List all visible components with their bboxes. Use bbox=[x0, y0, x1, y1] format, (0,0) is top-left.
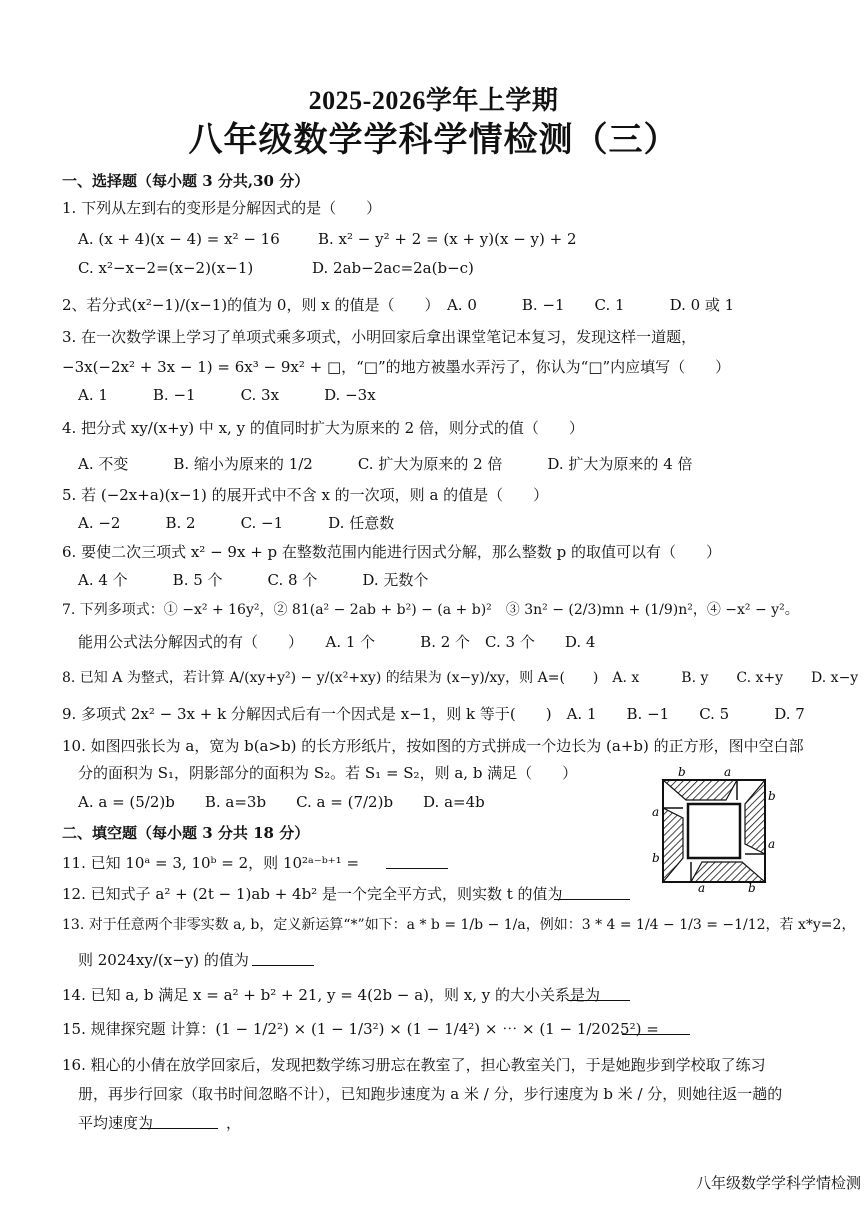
q10-figure bbox=[648, 766, 778, 892]
q16-line2: 册，再步行回家（取书时间忽略不计），已知跑步速度为 a 米 / 分，步行速度为 b 米 / 分，则她往返一趟的 bbox=[78, 1085, 783, 1103]
fig-label-right-a: a bbox=[768, 837, 776, 851]
fig-label-bottom-b: b bbox=[748, 881, 756, 892]
q12-line: 12. 已知式子 a² + (2t − 1)ab + 4b² 是一个完全平方式，则实数 t 的值为 bbox=[62, 885, 563, 903]
q16-line1: 16. 粗心的小倩在放学回家后，发现把数学练习册忘在教室了，担心教室关门，于是她跑步到学校取了练习 bbox=[62, 1056, 766, 1074]
fig-label-left-b: b bbox=[652, 851, 660, 865]
q15-answer-blank bbox=[622, 1020, 690, 1035]
section-2-heading: 二、填空题（每小题 3 分共 18 分） bbox=[62, 824, 310, 842]
q8-line: 8. 已知 A 为整式，若计算 A/(xy+y²) − y/(x²+xy) 的结果为 (x−y)/xy，则 A=( ) A. x B. y C. x+y D. x−y bbox=[62, 670, 859, 686]
q11-answer-blank bbox=[386, 854, 448, 869]
q2-line: 2、若分式(x²−1)/(x−1)的值为 0，则 x 的值是（ ） A. 0 B. −1 C. 1 D. 0 或 1 bbox=[62, 296, 735, 314]
q13-line1: 13. 对于任意两个非零实数 a, b，定义新运算“*”如下：a * b = 1/b − 1/a，例如：3 * 4 = 1/4 − 1/3 = −1/12，若 x*y=2， bbox=[62, 917, 856, 933]
q16-line3: 平均速度为 bbox=[78, 1114, 154, 1132]
q16-line3-end: ， bbox=[226, 1114, 242, 1132]
q9-line: 9. 多项式 2x² − 3x + k 分解因式后有一个因式是 x−1，则 k 等于( ) A. 1 B. −1 C. 5 D. 7 bbox=[62, 705, 805, 723]
q10-line1: 10. 如图四张长为 a，宽为 b(a>b) 的长方形纸片，按如图的方式拼成一个边长为 (a+b) 的正方形，图中空白部 bbox=[62, 737, 804, 755]
q5-options: A. −2 B. 2 C. −1 D. 任意数 bbox=[78, 514, 395, 532]
q7-line1: 7. 下列多项式：① −x² + 16y²，② 81(a² − 2ab + b²) − (a + b)² ③ 3n² − (2/3)mn + (1/9)n²，④ −x² − y²。 bbox=[62, 602, 799, 618]
fig-label-top-a: a bbox=[724, 766, 732, 779]
q12-answer-blank bbox=[554, 885, 630, 900]
section-1-heading: 一、选择题（每小题 3 分共,30 分） bbox=[62, 172, 310, 190]
footer-label: 八年级数学学科学情检测 bbox=[695, 1174, 861, 1192]
title-year: 2025-2026学年上学期 bbox=[308, 86, 559, 115]
q15-line: 15. 规律探究题 计算：(1 − 1/2²) × (1 − 1/3²) × (1 − 1/4²) × ⋯ × (1 − 1/2025²) = bbox=[62, 1020, 659, 1038]
q1-option-a: A. (x + 4)(x − 4) = x² − 16 bbox=[78, 230, 280, 248]
q1-option-b: B. x² − y² + 2 = (x + y)(x − y) + 2 bbox=[318, 230, 577, 248]
q1-option-d: D. 2ab−2ac=2a(b−c) bbox=[312, 259, 474, 277]
q11-line: 11. 已知 10ᵃ = 3, 10ᵇ = 2，则 10²ᵃ⁻ᵇ⁺¹ = bbox=[62, 854, 360, 872]
q6-options: A. 4 个 B. 5 个 C. 8 个 D. 无数个 bbox=[78, 571, 429, 589]
fig-label-bottom-a: a bbox=[698, 881, 706, 892]
q4-stem: 4. 把分式 xy/(x+y) 中 x, y 的值同时扩大为原来的 2 倍，则分式的值（ ） bbox=[62, 419, 584, 437]
q6-stem: 6. 要使二次三项式 x² − 9x + p 在整数范围内能进行因式分解，那么整数 p 的取值可以有（ ） bbox=[62, 543, 722, 561]
title-main: 八年级数学学科学情检测（三） bbox=[188, 120, 679, 160]
fig-label-left-a: a bbox=[652, 805, 660, 819]
q13-line2: 则 2024xy/(x−y) 的值为 bbox=[78, 951, 249, 969]
q10-line2: 分的面积为 S₁，阴影部分的面积为 S₂。若 S₁ = S₂，则 a, b 满足（ ） bbox=[78, 764, 578, 782]
q14-line: 14. 已知 a, b 满足 x = a² + b² + 21, y = 4(2b − a)，则 x, y 的大小关系是为 bbox=[62, 986, 601, 1004]
q16-answer-blank bbox=[140, 1114, 218, 1129]
fig-label-top-b: b bbox=[678, 766, 686, 779]
q3-line1: 3. 在一次数学课上学习了单项式乘多项式，小明回家后拿出课堂笔记本复习，发现这样一道题， bbox=[62, 328, 697, 346]
q3-options: A. 1 B. −1 C. 3x D. −3x bbox=[78, 386, 376, 404]
fig-label-right-b: b bbox=[768, 789, 776, 803]
q4-options: A. 不变 B. 缩小为原来的 1/2 C. 扩大为原来的 2 倍 D. 扩大为原来的 4 倍 bbox=[78, 455, 693, 473]
q14-answer-blank bbox=[568, 986, 630, 1001]
q10-options: A. a = (5/2)b B. a=3b C. a = (7/2)b D. a=4b bbox=[78, 793, 485, 811]
q1-option-c: C. x²−x−2=(x−2)(x−1) bbox=[78, 259, 254, 277]
q13-answer-blank bbox=[252, 951, 314, 966]
q3-line2: −3x(−2x² + 3x − 1) = 6x³ − 9x² + □，“□”的地方被墨水弄污了，你认为“□”内应填写（ ） bbox=[62, 358, 731, 376]
q1-stem: 1. 下列从左到右的变形是分解因式的是（ ） bbox=[62, 199, 382, 217]
q5-stem: 5. 若 (−2x+a)(x−1) 的展开式中不含 x 的一次项，则 a 的值是（ ） bbox=[62, 486, 549, 504]
q7-line2: 能用公式法分解因式的有（ ） A. 1 个 B. 2 个 C. 3 个 D. 4 bbox=[78, 633, 596, 651]
